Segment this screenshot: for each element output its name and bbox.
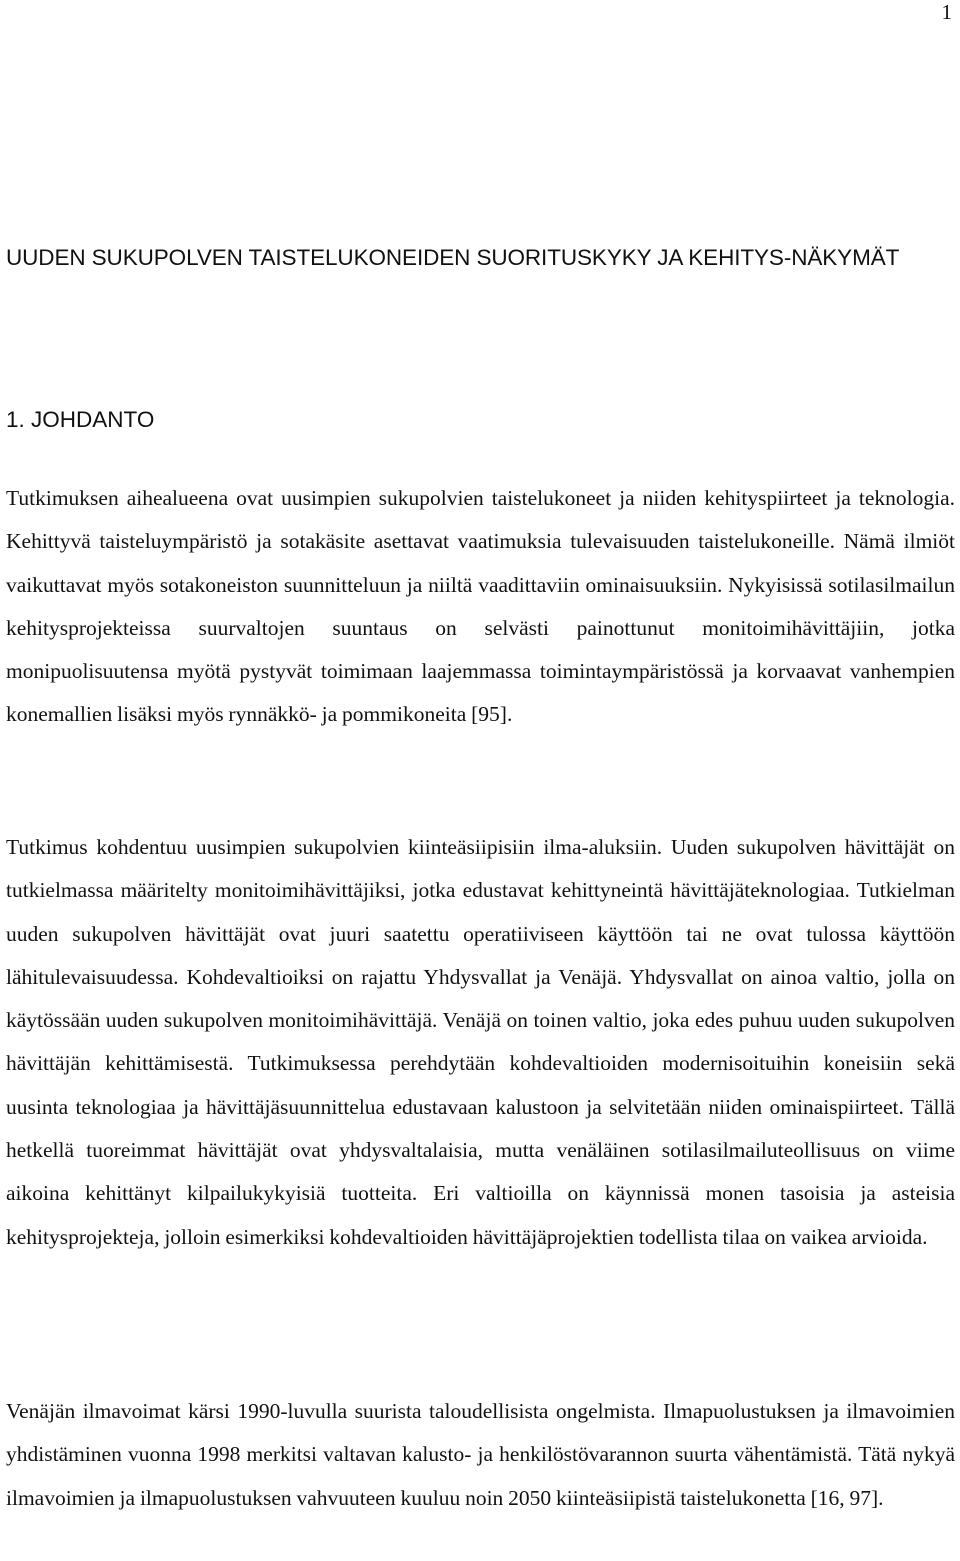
page-number: 1 xyxy=(941,0,952,24)
paragraph-3: Venäjän ilmavoimat kärsi 1990-luvulla suurista taloudellisista ongelmista. Ilmapuolustuksen ja ilmavoimien yhdistäminen vuonna 1998 merkitsi valtavan kalusto- ja henkilöstövarannon suurta vähentämistä. Tätä nykyä ilmavoimien ja ilmapuolustuksen vahvuuteen kuuluu noin 2050 kiinteäsiipistä taistelukonetta [16, 97]. xyxy=(6,1399,955,1510)
section-heading: 1. JOHDANTO xyxy=(6,407,155,432)
paragraph-1: Tutkimuksen aihealueena ovat uusimpien sukupolvien taistelukoneet ja niiden kehityspiirteet ja teknologia. Kehittyvä taisteluympäristö ja sotakäsite asettavat vaatimuksia tulevaisuuden taistelukoneille. Nämä ilmiöt vaikuttavat myös sotakoneiston suunnitteluun ja niiltä vaadittaviin ominaisuuksiin. Nykyisissä sotilasilmailun kehitysprojekteissa suurvaltojen suuntaus on selvästi painottunut monitoimihävittäjiin, jotka monipuolisuutensa myötä pystyvät toimimaan laajemmassa toimintaympäristössä ja korvaavat vanhempien konemallien lisäksi myös rynnäkkö- ja pommikoneita [95]. xyxy=(6,486,955,727)
paragraph-2: Tutkimus kohdentuu uusimpien sukupolvien kiinteäsiipisiin ilma-aluksiin. Uuden sukupolven hävittäjät on tutkielmassa määritelty monitoimihävittäjiksi, jotka edustavat kehittyneintä hävittäjäteknologiaa. Tutkielman uuden sukupolven hävittäjät ovat juuri saatettu operatiiviseen käyttöön tai ne ovat tulossa käyttöön lähitulevaisuudessa. Kohdevaltioiksi on rajattu Yhdysvallat ja Venäjä. Yhdysvallat on ainoa valtio, jolla on käytössään uuden sukupolven monitoimihävittäjä. Venäjä on toinen valtio, joka edes puhuu uuden sukupolven hävittäjän kehittämisestä. Tutkimuksessa perehdytään kohdevaltioiden modernisoituihin koneisiin sekä uusinta teknologiaa ja hävittäjäsuunnittelua edustavaan kalustoon ja selvitetään niiden ominaispiirteet. Tällä hetkellä tuoreimmat hävittäjät ovat yhdysvaltalaisia, mutta venäläinen sotilasilmailuteollisuus on viime aikoina kehittänyt kilpailukykyisiä tuotteita. Eri valtioilla on käynnissä monen tasoisia ja asteisia kehitysprojekteja, jolloin esimerkiksi kohdevaltioiden hävittäjäprojektien todellista tilaa on vaikea arvioida. xyxy=(6,835,955,1249)
document-title: UUDEN SUKUPOLVEN TAISTELUKONEIDEN SUORITUSKYKY JA KEHITYS-NÄKYMÄT xyxy=(6,245,900,270)
